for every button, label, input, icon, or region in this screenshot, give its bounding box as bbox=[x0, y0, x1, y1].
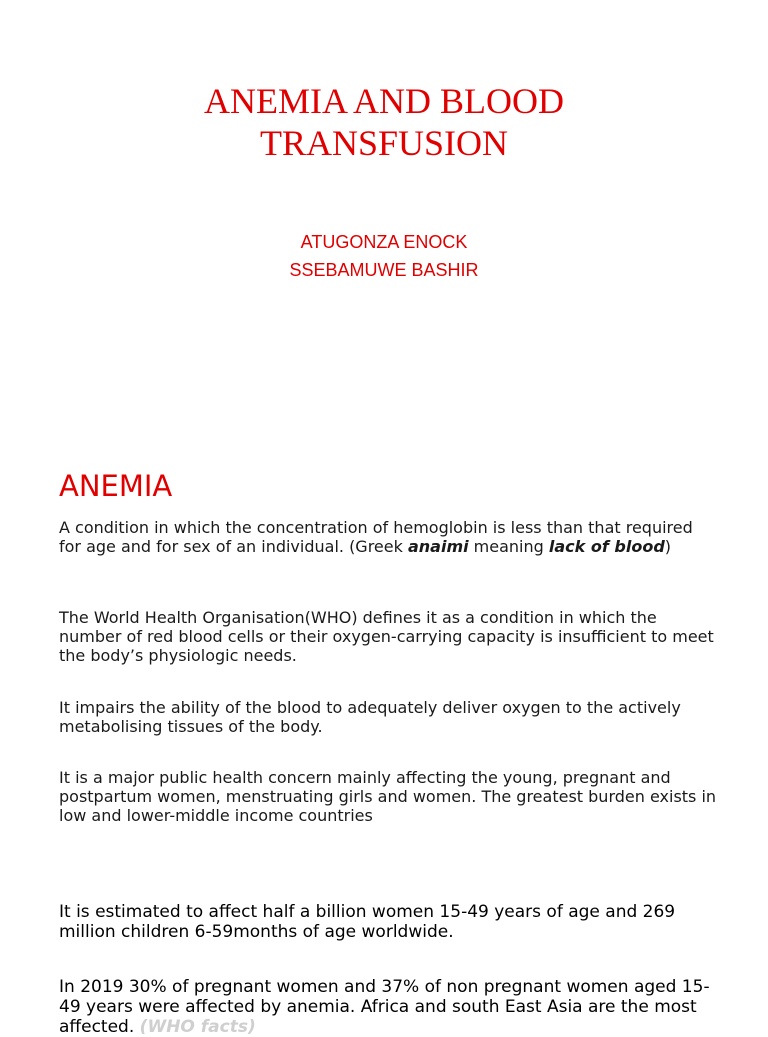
emphasis-term: lack of blood bbox=[548, 537, 665, 556]
author-name: SSEBAMUWE BASHIR bbox=[289, 260, 479, 280]
author-list bbox=[0, 228, 768, 284]
paragraph-text: In 2019 30% of pregnant women and 37% of non pregnant women aged 15-49 years were affected by anemia. Africa and south East Asia are the most affected. bbox=[59, 977, 710, 1037]
paragraph-definition bbox=[59, 518, 719, 556]
paragraph-who-definition: The World Health Organisation(WHO) defines it as a condition in which the number of red blood cells or their oxygen-carrying capacity is insufficient to meet the body’s physiologic needs. bbox=[59, 608, 714, 665]
title-line-2: TRANSFUSION bbox=[259, 123, 509, 163]
paragraph-estimate: It is estimated to affect half a billion women 15-49 years of age and 269 million children 6-59months of age worldwide. bbox=[59, 902, 676, 942]
paragraph-impairment: It impairs the ability of the blood to adequately deliver oxygen to the actively metabolising tissues of the body. bbox=[59, 698, 681, 736]
section-heading: ANEMIA bbox=[59, 469, 173, 503]
title-line-1: ANEMIA AND BLOOD bbox=[204, 81, 564, 121]
citation: (WHO facts) bbox=[139, 1017, 256, 1037]
emphasis-term: anaimi bbox=[407, 537, 469, 556]
paragraph-text: A condition in which the concentration of hemoglobin is less than that required for age and for sex of an individual. (Greek bbox=[59, 518, 693, 556]
paragraph-statistics bbox=[59, 977, 719, 1037]
paragraph-public-health: It is a major public health concern mainly affecting the young, pregnant and postpartum women, menstruating girls and women. The greatest burden exists in low and lower-middle income countries bbox=[59, 768, 717, 825]
document-title bbox=[0, 80, 768, 164]
paragraph-text: ) bbox=[664, 537, 672, 556]
author-name: ATUGONZA ENOCK bbox=[300, 232, 468, 252]
paragraph-text: meaning bbox=[468, 537, 549, 556]
